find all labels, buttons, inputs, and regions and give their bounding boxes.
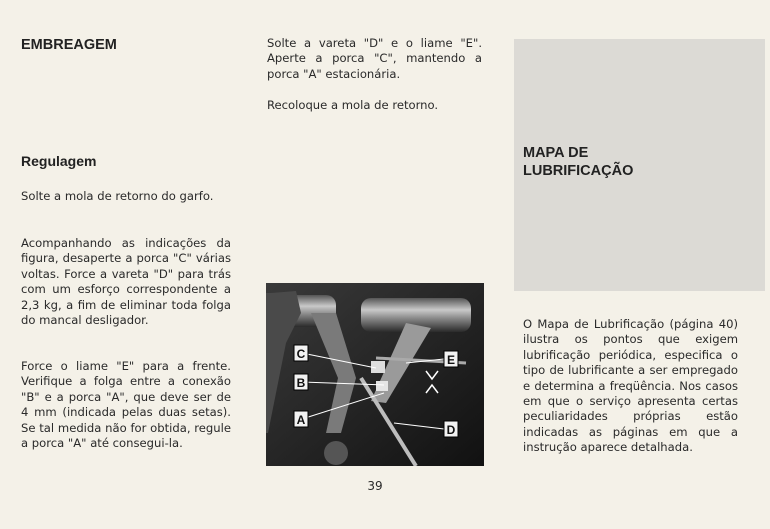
svg-text:D: D	[446, 423, 456, 437]
svg-text:C: C	[296, 347, 306, 361]
section-title-embreagem: EMBREAGEM	[21, 37, 117, 53]
figure-label-d	[444, 421, 458, 437]
paragraph-recoloque-mola: Recoloque a mola de retorno.	[267, 98, 439, 112]
figure-label-e	[444, 351, 458, 367]
paragraph-solte-vareta: Solte a vareta "D" e o liame "E". Aperte a porca "C", mantendo a porca "A" estacionária.	[267, 36, 482, 81]
clutch-mechanism-illustration	[266, 283, 484, 466]
figure-label-a	[294, 411, 308, 427]
svg-text:A: A	[296, 413, 306, 427]
figure-label-b	[294, 374, 308, 390]
svg-text:E: E	[446, 353, 456, 367]
section-title-mapa-line1: MAPA DE	[523, 145, 589, 161]
clutch-adjustment-figure	[266, 283, 484, 466]
paragraph-solte-mola: Solte a mola de retorno do garfo.	[21, 189, 214, 203]
svg-text:B: B	[296, 376, 306, 390]
section-title-mapa-line2: LUBRIFICAÇÃO	[523, 163, 634, 179]
paragraph-acompanhando: Acompanhando as indicações da figura, desaperte a porca "C" várias voltas. Force a vareta "D" para trás com um esforço correspondente a 2,3 kg, a fim de eliminar toda folga do mancal desligador.	[21, 236, 231, 328]
paragraph-mapa-lubrificacao: O Mapa de Lubrificação (página 40) ilustra os pontos que exigem lubrificação periódica, especifica o tipo de lubrificante a ser empregado e determina a freqüência. Nos casos em que o serviço apresenta certas peculiaridades próprias estão indicadas as páginas em que a instrução aparece detalhada.	[523, 317, 738, 455]
subsection-title-regulagem: Regulagem	[21, 153, 97, 169]
page-number: 39	[367, 479, 383, 493]
figure-label-c	[294, 345, 308, 361]
paragraph-force-liame: Force o liame "E" para a frente. Verifique a folga entre a conexão "B" e a porca "A", que deve ser de 4 mm (indicada pelas duas setas). Se tal medida não for obtida, regule a porca "A" até consegui-la.	[21, 359, 231, 451]
